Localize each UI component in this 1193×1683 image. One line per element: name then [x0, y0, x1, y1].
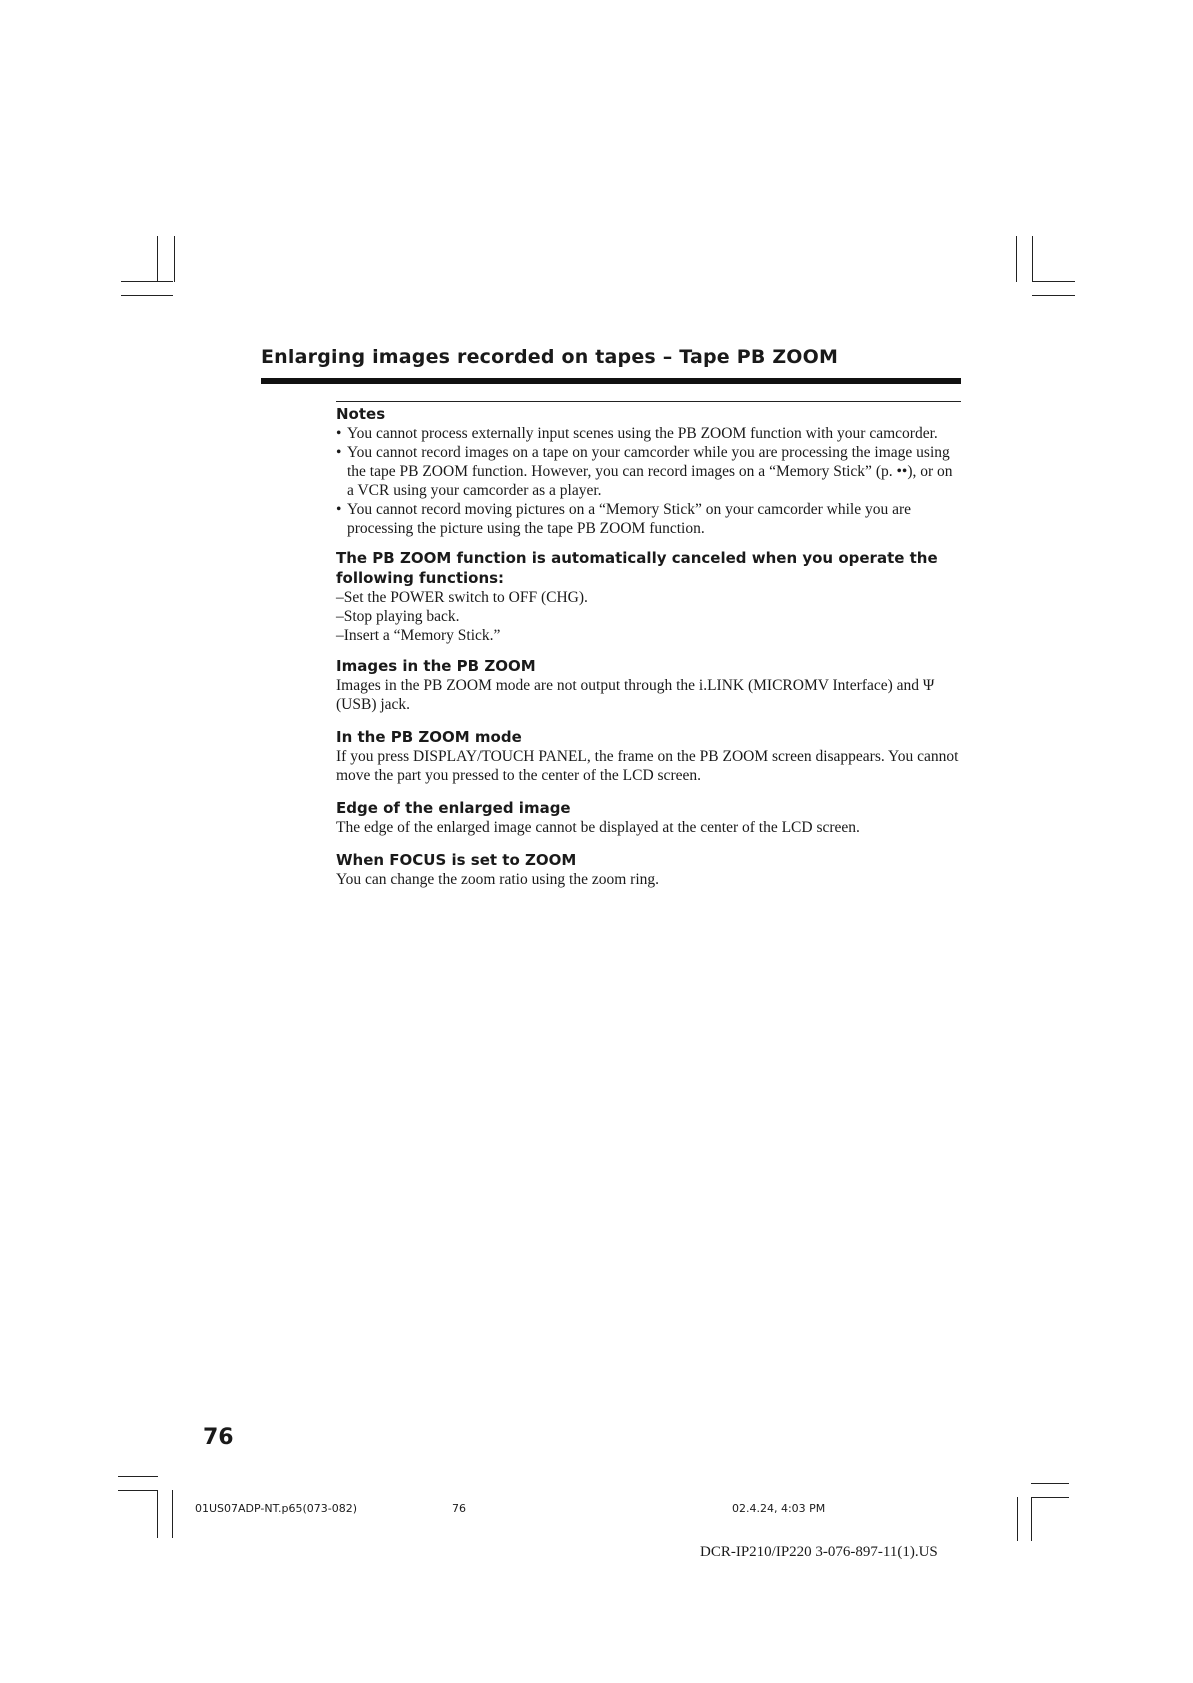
crop-mark-top-right [1016, 236, 1017, 282]
footer-page: 76 [452, 1502, 466, 1515]
crop-mark-top-right [1032, 236, 1033, 282]
crop-mark-bottom-left [118, 1476, 158, 1477]
section-divider [336, 401, 961, 402]
section-body: You can change the zoom ratio using the zoom ring. [336, 871, 659, 888]
notes-heading: Notes [336, 405, 386, 423]
footer-file: 01US07ADP-NT.p65(073-082) [195, 1502, 358, 1515]
page-number: 76 [203, 1425, 234, 1450]
list-item: • You cannot record moving pictures on a “Memory Stick” on your camcorder while you are processing the picture using the tape PB ZOOM function. [336, 501, 912, 537]
section-body: The edge of the enlarged image cannot be displayed at the center of the LCD screen. [336, 819, 860, 836]
section-heading: Images in the PB ZOOM [336, 657, 536, 675]
crop-mark-top-right [1032, 295, 1075, 296]
list-item: • You cannot process externally input scenes using the PB ZOOM function with your camcorder. [336, 425, 938, 442]
title-underline [261, 378, 961, 384]
crop-mark-top-right [1032, 281, 1075, 282]
list-item: –Insert a “Memory Stick.” [336, 627, 501, 644]
page-title: Enlarging images recorded on tapes – Tape PB ZOOM [261, 346, 839, 368]
model-number: DCR-IP210/IP220 3-076-897-11(1).US [700, 1544, 938, 1560]
cancel-heading: The PB ZOOM function is automatically canceled when you operate the following functions: [336, 549, 938, 587]
section-heading: Edge of the enlarged image [336, 799, 571, 817]
section-heading: When FOCUS is set to ZOOM [336, 851, 577, 869]
section-body: If you press DISPLAY/TOUCH PANEL, the frame on the PB ZOOM screen disappears. You cannot move the part you pressed to the center of the LCD screen. [336, 748, 959, 784]
crop-mark-top-left [121, 295, 173, 296]
notes-list [336, 424, 961, 538]
crop-mark-bottom-left [172, 1490, 173, 1538]
crop-mark-bottom-right [1031, 1497, 1069, 1498]
crop-mark-top-left [121, 281, 173, 282]
list-item: –Set the POWER switch to OFF (CHG). [336, 589, 588, 606]
crop-mark-bottom-right [1017, 1497, 1018, 1541]
crop-mark-top-left [157, 236, 158, 282]
section-body: Images in the PB ZOOM mode are not output through the i.LINK (MICROMV Interface) and Ψ (USB) jack. [336, 677, 935, 713]
crop-mark-bottom-right [1031, 1497, 1032, 1541]
crop-mark-top-left [174, 236, 175, 282]
main-content [336, 404, 961, 889]
list-item: • You cannot record images on a tape on your camcorder while you are processing the image using the tape PB ZOOM function. However, you can record images on a “Memory Stick” (p. ••), or on a VCR using your camcorder as a player. [336, 444, 953, 499]
cancel-list [336, 588, 961, 645]
crop-mark-bottom-left [118, 1490, 158, 1491]
list-item: –Stop playing back. [336, 608, 460, 625]
footer-datetime: 02.4.24, 4:03 PM [732, 1502, 826, 1515]
crop-mark-bottom-right [1031, 1483, 1069, 1484]
crop-mark-bottom-left [157, 1490, 158, 1538]
section-heading: In the PB ZOOM mode [336, 728, 522, 746]
